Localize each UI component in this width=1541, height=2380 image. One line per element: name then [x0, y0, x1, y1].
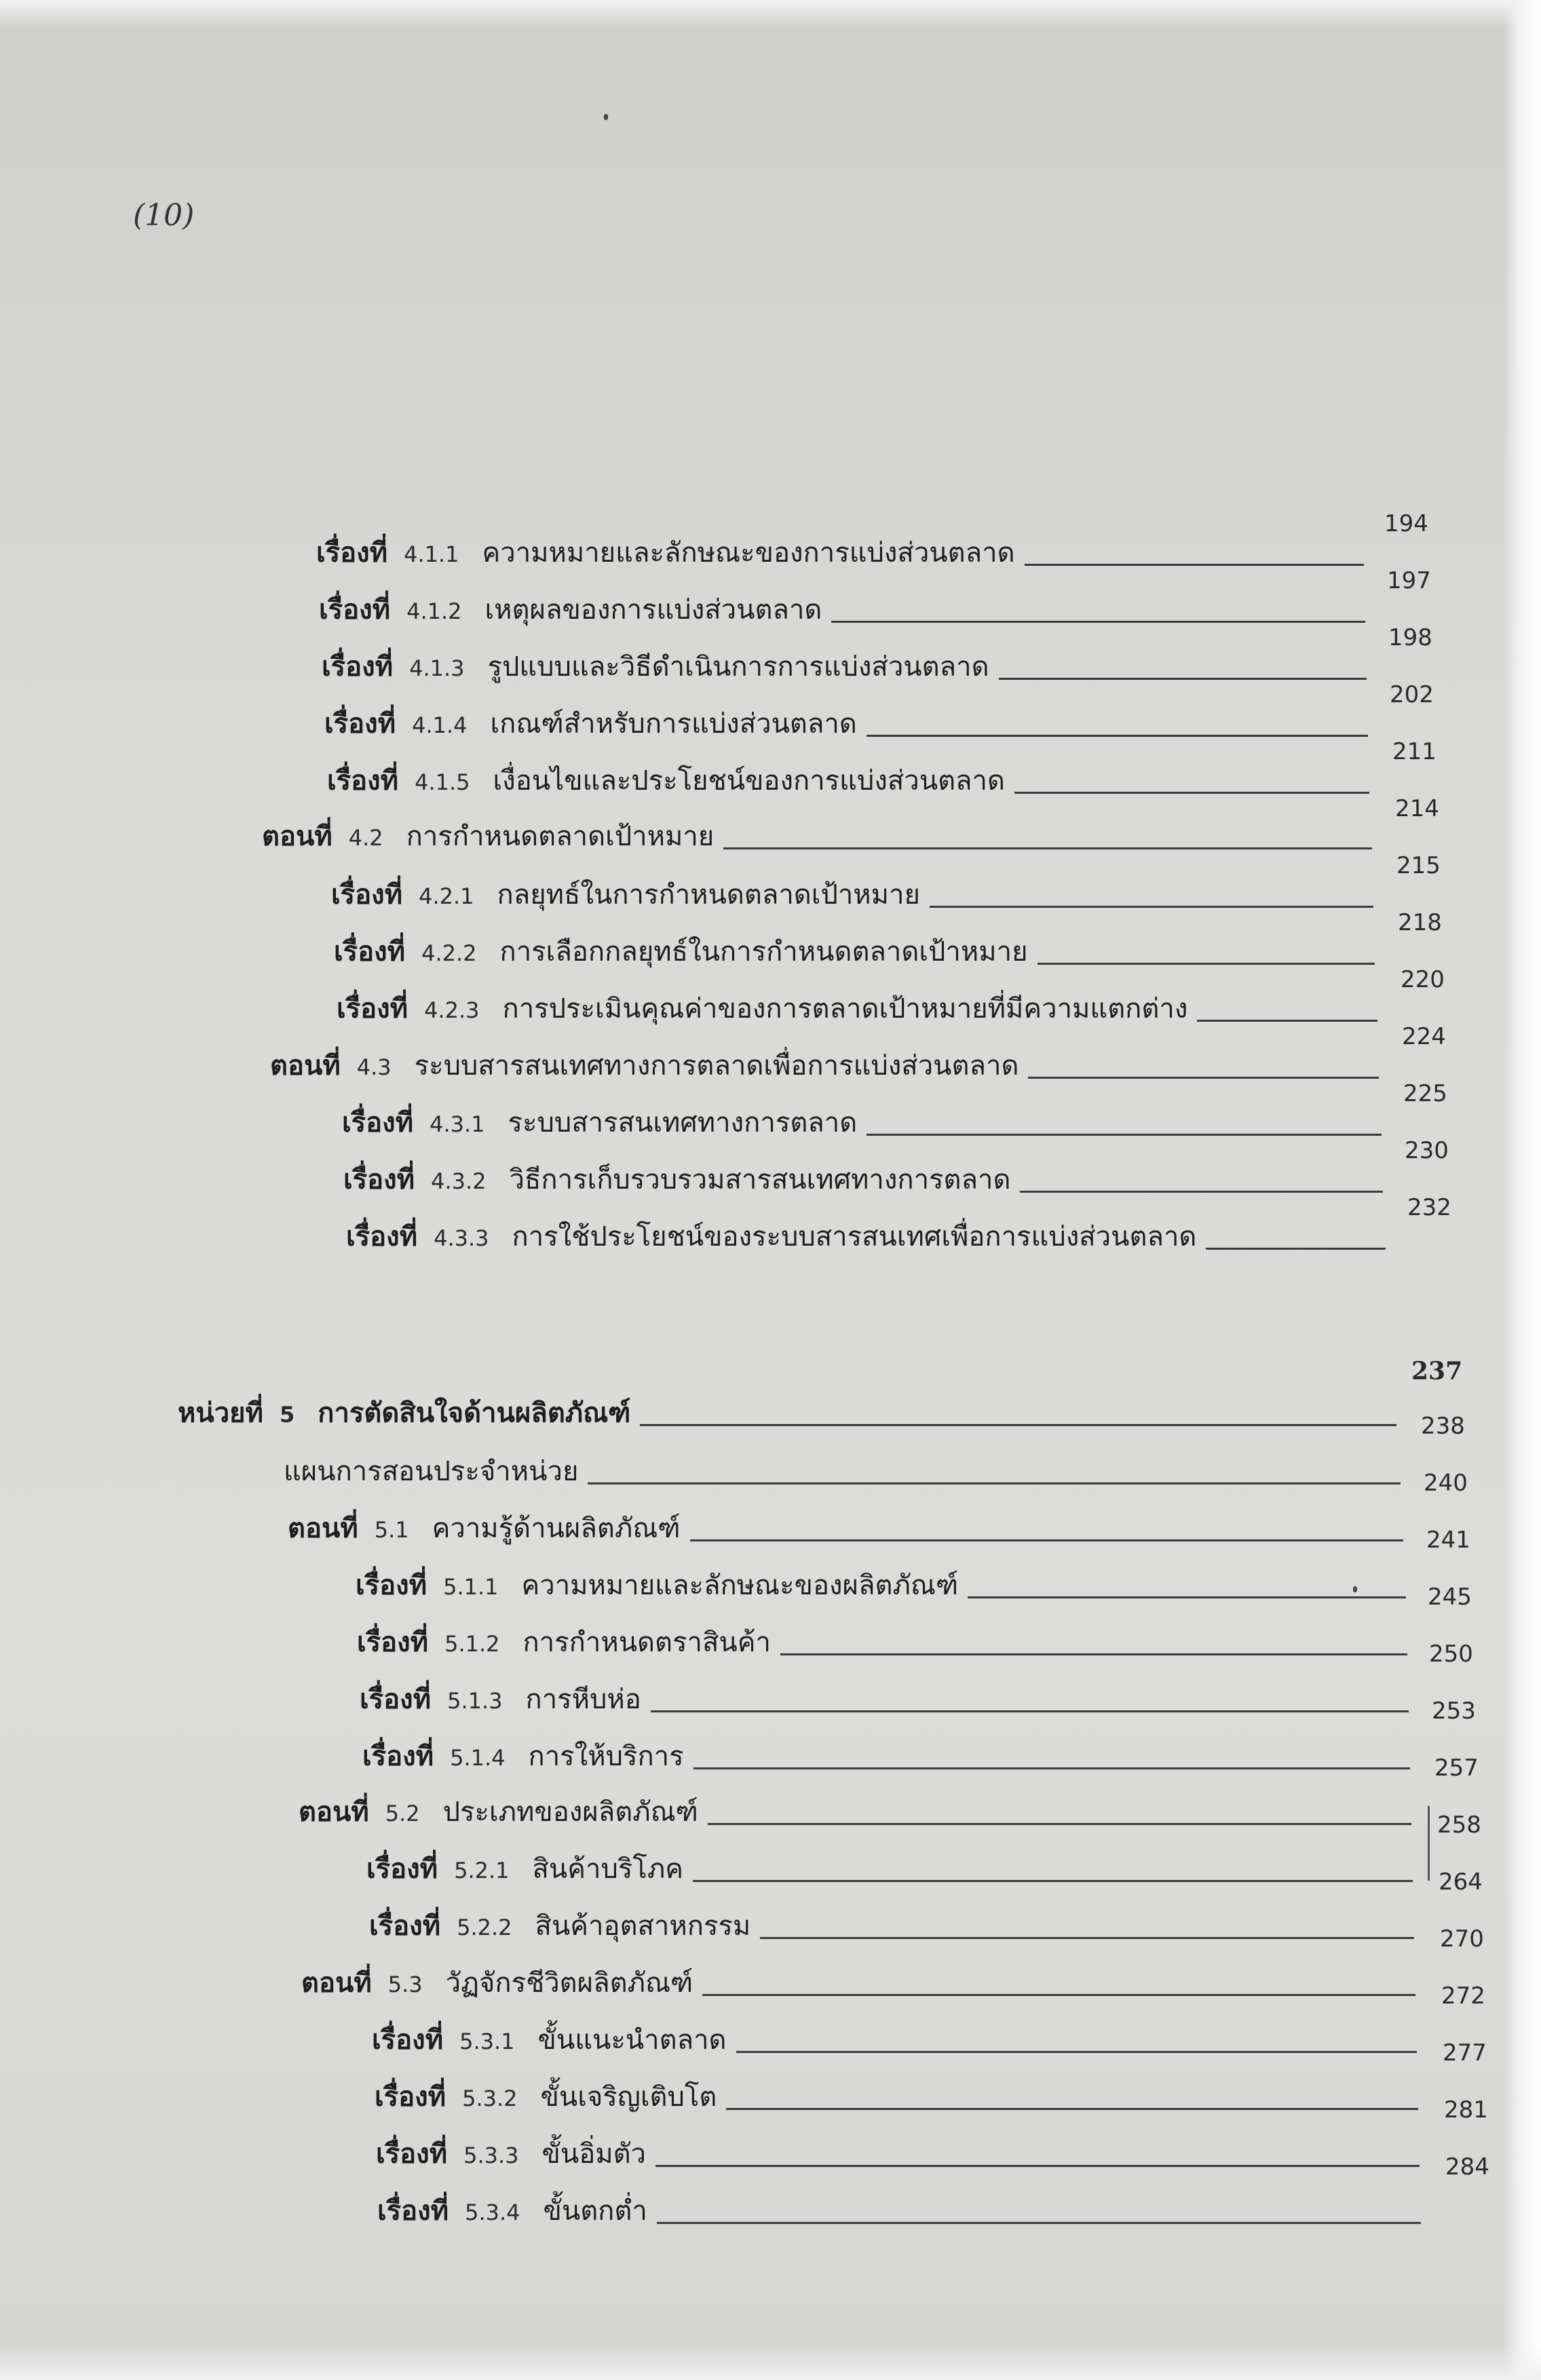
entry-number: 5.1.4 — [450, 1745, 506, 1771]
entry-label: เรื่องที่ — [334, 936, 406, 967]
toc-entry — [334, 929, 1375, 973]
entry-title: เงื่อนไขและประโยชน์ของการแบ่งส่วนตลาด — [493, 765, 1005, 796]
entry-label: เรื่องที่ — [324, 708, 396, 740]
leader-line — [867, 735, 1368, 737]
entry-title: แผนการสอนประจำหน่วย — [284, 1456, 579, 1487]
entry-page-number: 214 — [1395, 795, 1439, 822]
entry-label: เรื่องที่ — [327, 765, 399, 796]
entry-title: ขั้นเจริญเติบโต — [540, 2081, 717, 2113]
leader-line — [780, 1653, 1407, 1655]
entry-label: เรื่องที่ — [376, 2138, 448, 2170]
entry-page-number: 270 — [1440, 1925, 1484, 1953]
leader-line — [651, 1710, 1409, 1712]
toc-entry — [284, 1449, 1401, 1493]
leader-line — [693, 1767, 1410, 1769]
leader-line — [867, 1134, 1382, 1136]
entry-label: ตอนที่ — [299, 1797, 369, 1828]
entry-label: เรื่องที่ — [366, 1854, 438, 1885]
entry-page-number: 250 — [1429, 1640, 1473, 1668]
leader-line — [1038, 963, 1375, 965]
entry-label: เรื่องที่ — [337, 993, 408, 1024]
section-heading — [262, 814, 1372, 858]
entry-title: รูปแบบและวิธีดำเนินการการแบ่งส่วนตลาด — [487, 651, 989, 683]
entry-page-number: 245 — [1428, 1584, 1472, 1611]
entry-number: 5.3.3 — [463, 2143, 519, 2168]
entry-label: เรื่องที่ — [319, 594, 391, 626]
entry-title: สินค้าอุตสาหกรรม — [535, 1911, 751, 1942]
entry-label: เรื่องที่ — [343, 1164, 415, 1195]
toc-entry — [337, 986, 1377, 1030]
entry-label: เรื่องที่ — [375, 2081, 446, 2113]
entry-page-number: 194 — [1384, 510, 1428, 537]
entry-label: เรื่องที่ — [331, 879, 403, 910]
leader-line — [999, 678, 1367, 680]
entry-page-number: 240 — [1424, 1470, 1468, 1497]
leader-line — [655, 2165, 1420, 2167]
leader-line — [736, 2051, 1417, 2053]
toc-entry — [360, 1677, 1409, 1721]
toc-entry — [342, 1100, 1382, 1144]
entry-number: 4.1.5 — [415, 769, 470, 795]
section-heading — [288, 1506, 1403, 1550]
entry-page-number: 277 — [1443, 2039, 1487, 2067]
entry-page-number: 211 — [1392, 738, 1437, 765]
entry-page-number: 257 — [1434, 1754, 1479, 1782]
paper-edge-top — [0, 0, 1541, 27]
entry-title: วิธีการเก็บรวบรวมสารสนเทศทางการตลาด — [509, 1164, 1011, 1195]
toc-entry — [331, 872, 1373, 916]
entry-number: 5.3.2 — [462, 2086, 518, 2111]
entry-number: 4.3.3 — [434, 1225, 489, 1251]
entry-number: 5.3 — [387, 1972, 423, 1997]
leader-line — [968, 1596, 1406, 1598]
entry-number: 5.2 — [385, 1801, 420, 1826]
entry-title: สินค้าบริโภค — [532, 1854, 683, 1885]
toc-entry — [362, 1734, 1410, 1778]
entry-label: เรื่องที่ — [357, 1627, 429, 1658]
toc-entry — [372, 2018, 1417, 2061]
entry-page-number: 281 — [1444, 2096, 1488, 2124]
toc-entry — [316, 531, 1364, 574]
unit-heading — [178, 1391, 1396, 1434]
leader-line — [1206, 1248, 1386, 1250]
entry-title: ความหมายและลักษณะของผลิตภัณฑ์ — [521, 1570, 959, 1601]
entry-number: 5 — [279, 1402, 295, 1427]
leader-line — [831, 621, 1365, 623]
entry-title: การตัดสินใจด้านผลิตภัณฑ์ — [318, 1398, 631, 1429]
entry-label: เรื่องที่ — [362, 1741, 434, 1772]
toc-entry — [375, 2075, 1418, 2118]
entry-number: 5.1.1 — [443, 1574, 499, 1600]
toc-entry — [319, 588, 1365, 631]
toc-entry — [366, 1847, 1413, 1890]
entry-title: วัฏจักรชีวิตผลิตภัณฑ์ — [445, 1968, 693, 1999]
leader-line — [640, 1424, 1396, 1426]
scan-speck — [604, 114, 608, 120]
entry-label: ตอนที่ — [301, 1968, 372, 1999]
entry-title: ประเภทของผลิตภัณฑ์ — [442, 1797, 698, 1828]
entry-number: 4.2.2 — [421, 940, 477, 966]
entry-number: 4.2.3 — [424, 997, 480, 1023]
leader-line — [726, 2108, 1418, 2110]
entry-title: ระบบสารสนเทศทางการตลาด — [508, 1107, 858, 1138]
scan-speck — [1353, 1586, 1357, 1592]
toc-entry — [322, 645, 1367, 688]
section-heading — [301, 1961, 1415, 2004]
margin-mark — [1428, 1806, 1430, 1881]
entry-title: การหีบห่อ — [525, 1684, 641, 1715]
toc-entry — [369, 1904, 1414, 1947]
leader-line — [690, 1539, 1403, 1541]
entry-number: 5.1 — [374, 1517, 409, 1543]
toc-entry — [376, 2132, 1420, 2175]
toc-entry — [343, 1157, 1383, 1201]
entry-label: เรื่องที่ — [377, 2195, 449, 2227]
leader-line — [1025, 564, 1364, 566]
leader-line — [930, 906, 1373, 908]
toc-entry — [327, 759, 1369, 802]
entry-number: 4.2.1 — [419, 883, 474, 909]
entry-title: ระบบสารสนเทศทางการตลาดเพื่อการแบ่งส่วนตลาด — [414, 1050, 1019, 1081]
entry-page-number: 198 — [1388, 624, 1432, 651]
leader-line — [723, 847, 1372, 849]
entry-number: 5.1.3 — [447, 1688, 503, 1714]
entry-title: การประเมินคุณค่าของการตลาดเป้าหมายที่มีความแตกต่าง — [502, 993, 1188, 1024]
toc-entry — [357, 1620, 1407, 1664]
leader-line — [657, 2222, 1421, 2224]
entry-number: 5.2.2 — [457, 1915, 512, 1940]
leader-line — [1014, 792, 1369, 794]
entry-page-number: 197 — [1387, 567, 1431, 594]
entry-page-number: 215 — [1396, 852, 1441, 879]
entry-number: 4.1.3 — [409, 655, 465, 681]
entry-title: ขั้นตกต่ำ — [543, 2195, 647, 2227]
leader-line — [702, 1994, 1415, 1996]
entry-page-number: 264 — [1439, 1868, 1483, 1896]
entry-label: เรื่องที่ — [360, 1684, 432, 1715]
entry-label: ตอนที่ — [262, 821, 332, 852]
toc-entry — [346, 1214, 1386, 1258]
page-folio: (10) — [133, 198, 195, 233]
entry-number: 4.2 — [348, 825, 383, 851]
leader-line — [708, 1823, 1411, 1825]
entry-page-number: 284 — [1445, 2153, 1489, 2181]
entry-title: ขั้นอิ่มตัว — [541, 2138, 647, 2170]
entry-label: เรื่องที่ — [356, 1570, 427, 1601]
entry-page-number: 258 — [1437, 1811, 1481, 1839]
leader-line — [1197, 1020, 1377, 1022]
entry-label: เรื่องที่ — [346, 1221, 418, 1252]
entry-page-number: 218 — [1398, 909, 1442, 936]
entry-page-number: 224 — [1402, 1023, 1446, 1050]
toc-entry — [356, 1563, 1406, 1607]
paper-edge-right — [1504, 0, 1541, 2380]
entry-label: เรื่องที่ — [322, 651, 394, 683]
entry-title: การเลือกกลยุทธ์ในการกำหนดตลาดเป้าหมาย — [499, 936, 1028, 967]
entry-number: 4.1.1 — [404, 541, 459, 567]
entry-label: ตอนที่ — [288, 1513, 358, 1544]
leader-line — [693, 1880, 1413, 1882]
entry-title: การกำหนดตลาดเป้าหมาย — [406, 821, 715, 852]
entry-title: เกณฑ์สำหรับการแบ่งส่วนตลาด — [490, 708, 857, 740]
entry-page-number: 241 — [1426, 1527, 1470, 1554]
entry-label: เรื่องที่ — [342, 1107, 414, 1138]
entry-number: 4.3.2 — [431, 1168, 487, 1194]
entry-page-number: 237 — [1411, 1357, 1463, 1385]
paper-edge-bottom — [0, 2346, 1541, 2380]
entry-label: หน่วยที่ — [178, 1398, 263, 1429]
entry-title: ขั้นแนะนำตลาด — [537, 2024, 727, 2056]
entry-number: 5.3.4 — [465, 2200, 520, 2225]
entry-number: 4.1.2 — [406, 598, 462, 624]
entry-page-number: 202 — [1390, 681, 1434, 708]
entry-page-number: 225 — [1403, 1080, 1447, 1107]
section-heading — [299, 1790, 1411, 1833]
entry-title: การใช้ประโยชน์ของระบบสารสนเทศเพื่อการแบ่งส่วนตลาด — [512, 1221, 1197, 1252]
leader-line — [1028, 1077, 1379, 1079]
entry-page-number: 230 — [1405, 1137, 1449, 1164]
entry-page-number: 253 — [1432, 1697, 1476, 1725]
toc-entry — [324, 702, 1368, 745]
entry-title: ความหมายและลักษณะของการแบ่งส่วนตลาด — [482, 537, 1015, 569]
entry-page-number: 220 — [1401, 966, 1445, 993]
entry-title: การกำหนดตราสินค้า — [522, 1627, 771, 1658]
entry-page-number: 238 — [1421, 1413, 1465, 1440]
entry-number: 5.1.2 — [444, 1631, 500, 1657]
entry-page-number: 232 — [1407, 1194, 1451, 1221]
section-heading — [270, 1043, 1379, 1087]
entry-number: 5.3.1 — [459, 2029, 515, 2054]
leader-line — [588, 1482, 1401, 1484]
entry-title: การให้บริการ — [528, 1741, 684, 1772]
entry-title: กลยุทธ์ในการกำหนดตลาดเป้าหมาย — [497, 879, 920, 910]
toc-entry — [377, 2189, 1421, 2232]
entry-number: 4.1.4 — [412, 712, 468, 738]
entry-label: ตอนที่ — [270, 1050, 341, 1081]
entry-number: 5.2.1 — [454, 1858, 510, 1883]
entry-label: เรื่องที่ — [372, 2024, 444, 2056]
entry-title: ความรู้ด้านผลิตภัณฑ์ — [432, 1513, 681, 1544]
entry-title: เหตุผลของการแบ่งส่วนตลาด — [484, 594, 822, 626]
entry-label: เรื่องที่ — [369, 1911, 441, 1942]
entry-page-number: 272 — [1441, 1982, 1485, 2010]
entry-label: เรื่องที่ — [316, 537, 388, 569]
leader-line — [1020, 1191, 1383, 1193]
entry-number: 4.3.1 — [430, 1111, 485, 1137]
leader-line — [760, 1937, 1414, 1939]
entry-number: 4.3 — [356, 1054, 392, 1080]
